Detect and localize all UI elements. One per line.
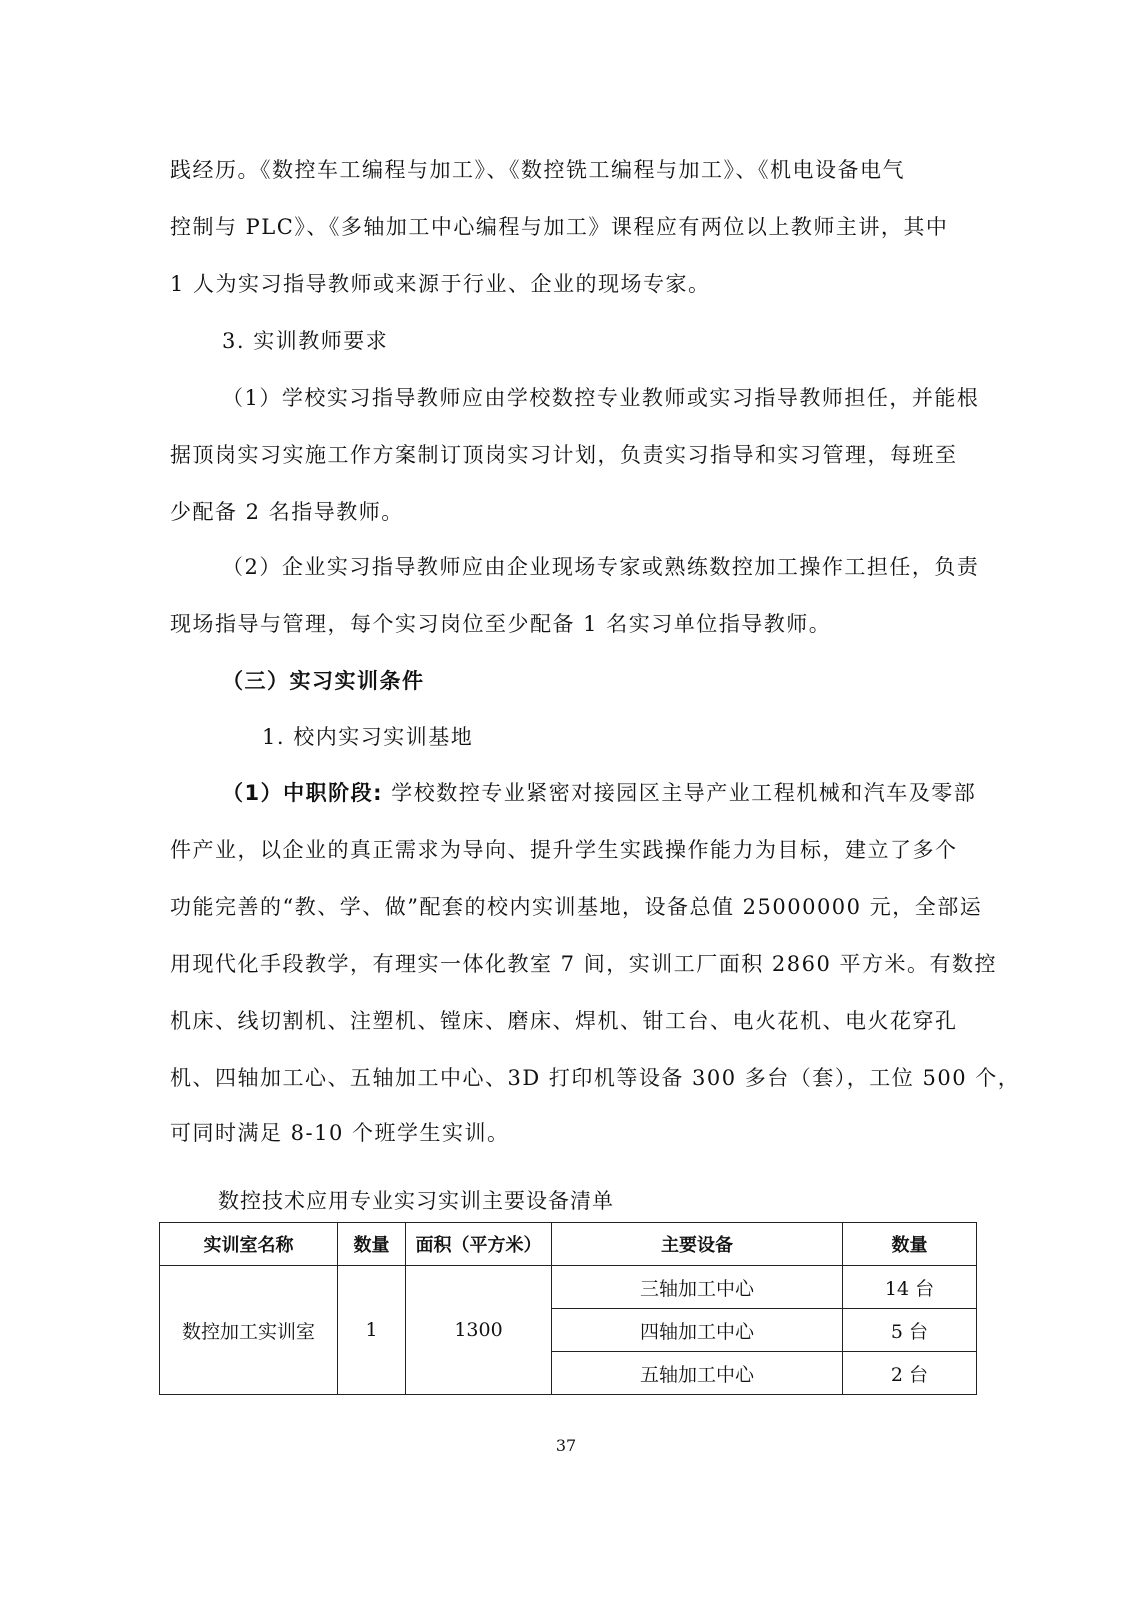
subheading: 3. 实训教师要求 xyxy=(222,329,389,353)
equipment-qty-cell: 14 台 xyxy=(843,1266,977,1309)
room-area-cell: 1300 xyxy=(406,1266,552,1395)
paragraph-line: 据顶岗实习实施工作方案制订顶岗实习计划，负责实习指导和实习管理，每班至 xyxy=(170,443,958,467)
header-room-name: 实训室名称 xyxy=(160,1223,338,1266)
equipment-name-cell: 四轴加工中心 xyxy=(552,1309,843,1352)
page-number: 37 xyxy=(555,1436,577,1455)
table-row xyxy=(160,1266,977,1309)
header-equipment: 主要设备 xyxy=(552,1223,843,1266)
equipment-name-cell: 三轴加工中心 xyxy=(552,1266,843,1309)
paragraph-line: 用现代化手段教学，有理实一体化教室 7 间，实训工厂面积 2860 平方米。有数控 xyxy=(170,952,998,976)
paragraph-line: 控制与 PLC》、《多轴加工中心编程与加工》课程应有两位以上教师主讲，其中 xyxy=(170,215,949,239)
subheading: 1. 校内实习实训基地 xyxy=(262,725,474,749)
paragraph-line: 功能完善的“教、学、做”配套的校内实训基地，设备总值 25000000 元，全部运 xyxy=(170,895,983,919)
paragraph-line: 少配备 2 名指导教师。 xyxy=(170,500,404,524)
header-area: 面积（平方米） xyxy=(406,1223,552,1266)
table-caption: 数控技术应用专业实习实训主要设备清单 xyxy=(218,1189,614,1213)
paragraph-text: 学校数控专业紧密对接园区主导产业工程机械和汽车及零部 xyxy=(383,781,977,805)
paragraph-line: 可同时满足 8-10 个班学生实训。 xyxy=(170,1121,510,1145)
header-quantity: 数量 xyxy=(843,1223,977,1266)
equipment-qty-cell: 2 台 xyxy=(843,1352,977,1395)
paragraph-line: 1 人为实习指导教师或来源于行业、企业的现场专家。 xyxy=(170,272,711,296)
paragraph-line: 件产业，以企业的真正需求为导向、提升学生实践操作能力为目标，建立了多个 xyxy=(170,838,958,862)
paragraph-line: （1）学校实习指导教师应由学校数控专业教师或实习指导教师担任，并能根 xyxy=(222,386,980,410)
room-count-cell: 1 xyxy=(338,1266,406,1395)
paragraph-line: （2）企业实习指导教师应由企业现场专家或熟练数控加工操作工担任，负责 xyxy=(222,555,980,579)
paragraph-line xyxy=(222,778,1022,808)
room-name-cell: 数控加工实训室 xyxy=(160,1266,338,1395)
table-header-row xyxy=(160,1223,977,1266)
paragraph-line: 现场指导与管理，每个实习岗位至少配备 1 名实习单位指导教师。 xyxy=(170,612,832,636)
equipment-qty-cell: 5 台 xyxy=(843,1309,977,1352)
equipment-name-cell: 五轴加工中心 xyxy=(552,1352,843,1395)
section-heading: （三）实习实训条件 xyxy=(222,669,425,693)
paragraph-line: 践经历。《数控车工编程与加工》、《数控铣工编程与加工》、《机电设备电气 xyxy=(170,158,905,182)
equipment-table xyxy=(159,1222,977,1395)
header-count: 数量 xyxy=(338,1223,406,1266)
paragraph-line: 机、四轴加工心、五轴加工中心、3D 打印机等设备 300 多台（套），工位 500 个， xyxy=(170,1066,1021,1090)
paragraph-label: （1）中职阶段: xyxy=(222,781,384,805)
paragraph-line: 机床、线切割机、注塑机、镗床、磨床、焊机、钳工台、电火花机、电火花穿孔 xyxy=(170,1009,958,1033)
